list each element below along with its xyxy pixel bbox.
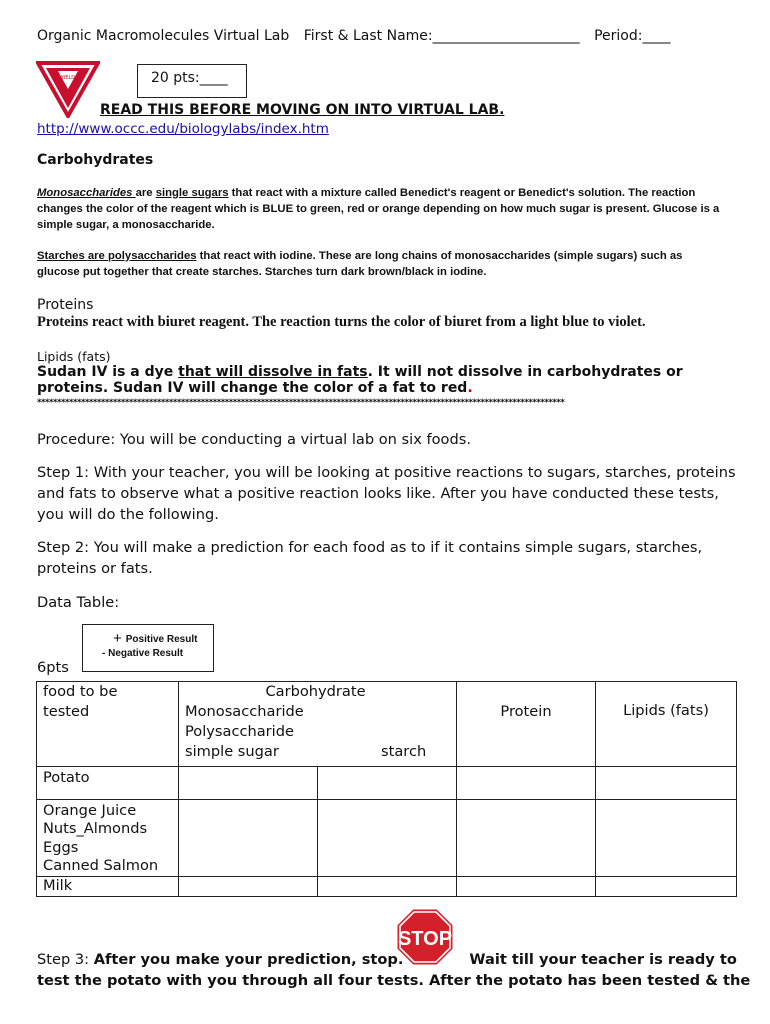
step1-text: Step 1: With your teacher, you will be looking at positive reactions to sugars, starches, proteins and fats to observe what a positive reaction looks like. After you have conducted these tests, you will do the following. xyxy=(37,464,736,523)
lab-url-link[interactable]: http://www.occc.edu/biologylabs/index.htm xyxy=(37,121,329,137)
starch-text-body: that react with iodine. These are long chains of monosaccharides (simple sugars) such as glucose put together that create starches. Starches turn dark brown/black in iodine. xyxy=(37,250,683,278)
name-field-label: First & Last Name:_____________________ xyxy=(303,28,580,44)
lipids-text-2: . It will not dissolve in carbohydrates or proteins. Sudan IV will change the color of a fat to red xyxy=(37,364,683,396)
header-line xyxy=(37,28,680,44)
monosaccharides-term: Monosaccharides xyxy=(37,187,136,199)
header-carbohydrate: Carbohydrate xyxy=(265,683,366,700)
simple-sugar-cell[interactable] xyxy=(179,800,318,877)
mono-text-body: that react with a mixture called Benedict's reagent or Benedict's solution. The reaction changes the color of the reagent which is BLUE to green, red or orange depending on how much sugar is present. Glucose is a simple sugar, a monosaccharide. xyxy=(37,187,720,231)
procedure-text: Procedure: You will be conducting a virtual lab on six foods. xyxy=(37,431,471,448)
header-food-line1: food to be xyxy=(43,683,118,700)
lipids-text-1: Sudan IV is a dye xyxy=(37,364,179,380)
header-carbohydrate-cell xyxy=(179,682,457,767)
lipids-text-red-period: . xyxy=(467,380,473,396)
step3-wait-instruction: Wait till your teacher is ready to test the potato with you through all four tests. After the potato has been tested & the xyxy=(37,951,751,989)
header-starch: starch xyxy=(381,743,427,760)
lipids-cell[interactable] xyxy=(596,800,737,877)
lipids-heading: Lipids (fats) xyxy=(37,349,111,364)
food-name: Eggs xyxy=(43,838,79,856)
points-box: 20 pts:____ xyxy=(137,64,247,98)
step2-text: Step 2: You will make a prediction for each food as to if it contains simple sugars, starches, proteins or fats. xyxy=(37,539,703,577)
stop-sign-text: STOP xyxy=(397,928,453,950)
proteins-text: Proteins react with biuret reagent. The reaction turns the color of biuret from a light blue to violet. xyxy=(37,314,646,330)
mono-text-are: are xyxy=(135,187,156,199)
lipids-text xyxy=(37,364,737,396)
starch-cell[interactable] xyxy=(318,767,457,800)
food-cell xyxy=(37,800,179,877)
table-row xyxy=(37,876,737,896)
starch-cell[interactable] xyxy=(318,800,457,877)
header-food-line2: tested xyxy=(43,703,90,720)
header-lipids-cell xyxy=(596,682,737,767)
lipids-cell[interactable] xyxy=(596,876,737,896)
six-points-label: 6pts xyxy=(37,659,69,676)
carbohydrates-heading: Carbohydrates xyxy=(37,152,154,168)
header-simple-sugar: simple sugar xyxy=(185,743,279,760)
read-this-heading: READ THIS BEFORE MOVING ON INTO VIRTUAL LAB. xyxy=(100,102,505,118)
table-header-row xyxy=(37,682,737,767)
period-field-label: Period:____ xyxy=(594,28,671,44)
food-name: Nuts_Almonds xyxy=(43,820,148,838)
step3-stop-instruction: After you make your prediction, stop. xyxy=(93,951,404,968)
yield-sign-icon xyxy=(36,60,100,118)
protein-cell[interactable] xyxy=(457,876,596,896)
table-row xyxy=(37,767,737,800)
asterisk-divider: ************************************************************************************************************************************ xyxy=(37,398,565,408)
protein-cell[interactable] xyxy=(457,800,596,877)
simple-sugar-cell[interactable] xyxy=(179,876,318,896)
prediction-table xyxy=(36,681,737,897)
starches-paragraph xyxy=(37,248,727,280)
polysaccharides-term: polysaccharides xyxy=(107,250,197,262)
single-sugars-term: single sugars xyxy=(155,187,229,199)
data-table-label: Data Table: xyxy=(37,594,120,611)
food-name: Milk xyxy=(43,876,73,894)
header-polysaccharide: Polysaccharide xyxy=(185,723,294,740)
yield-sign-text: YIELD xyxy=(60,75,76,81)
starches-term: Starches xyxy=(37,250,88,262)
legend-negative: - Negative Result xyxy=(102,648,184,659)
lab-title: Organic Macromolecules Virtual Lab xyxy=(37,28,290,44)
protein-cell[interactable] xyxy=(457,767,596,800)
legend-positive-label: Positive Result xyxy=(125,634,198,645)
proteins-heading: Proteins xyxy=(37,297,94,313)
starch-text-are: are xyxy=(87,250,108,262)
legend-positive xyxy=(113,630,197,647)
food-cell xyxy=(37,876,179,896)
lipids-text-dissolve: that will dissolve in fats xyxy=(178,364,368,380)
lipids-cell[interactable] xyxy=(596,767,737,800)
plus-icon: + xyxy=(113,630,122,647)
food-cell xyxy=(37,767,179,800)
table-row xyxy=(37,800,737,877)
step3-label: Step 3: xyxy=(37,951,94,968)
result-legend xyxy=(82,624,214,672)
food-name: Orange Juice xyxy=(43,802,137,819)
header-food-cell xyxy=(37,682,179,767)
header-monosaccharide: Monosaccharide xyxy=(185,703,304,720)
header-lipids: Lipids (fats) xyxy=(623,702,709,719)
step3-text xyxy=(37,949,757,991)
monosaccharides-paragraph xyxy=(37,185,727,233)
food-name: Potato xyxy=(43,769,90,786)
food-name: Canned Salmon xyxy=(43,857,159,875)
header-protein-cell xyxy=(457,682,596,767)
simple-sugar-cell[interactable] xyxy=(179,767,318,800)
starch-cell[interactable] xyxy=(318,876,457,896)
header-protein: Protein xyxy=(500,703,552,720)
